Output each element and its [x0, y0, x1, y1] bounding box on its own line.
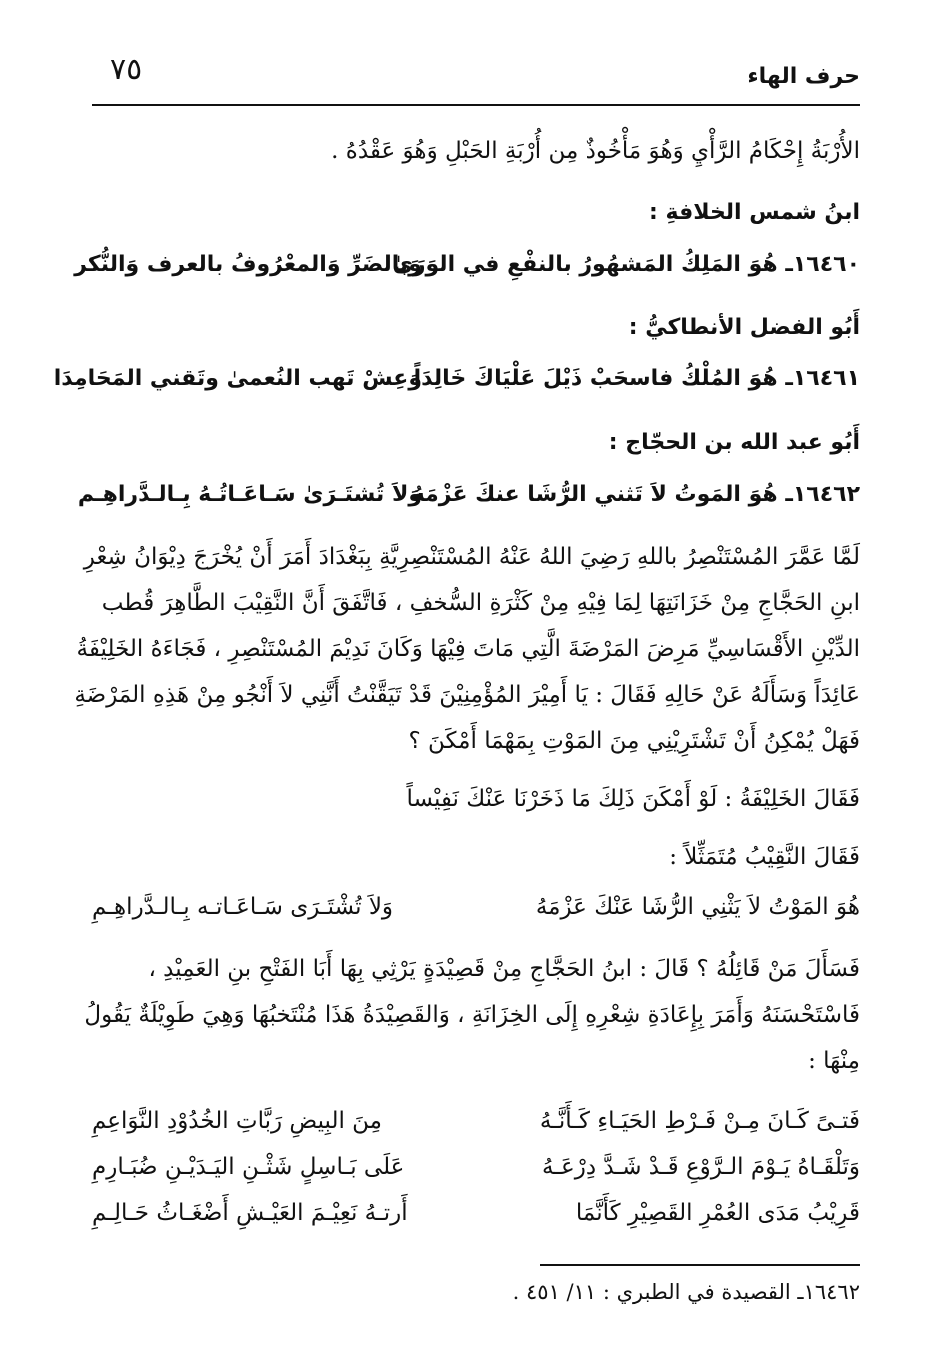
- paragraph-line: ابنِ الحَجَّاجِ مِنْ خَزَانَتِهَا لِمَا فِيْهِ مِنْ كَثْرَةِ السُّخفِ ، فَاتَّفَقَ أَنَّ النَّقِيْبَ الطَّاهِرَ قُطب: [101, 590, 860, 616]
- verse-first-hemistich: قَرِيْبُ مَدَى العُمْرِ القَصِيْرِ كَأَنَّمَا: [575, 1200, 860, 1226]
- paragraph-line: فَاسْتَحْسَنَهُ وَأَمَرَ بِإِعَادَةِ شِعْرِهِ إِلَى الخِزَانَةِ ، وَالقَصِيْدَةُ هَذَا مُنْتَخبُهَا وَهِيَ طَوِيْلَةٌ يَقُولُ: [84, 1002, 860, 1028]
- verse-first-hemistich: ١٦٤٦١ـ هُوَ المُلْكُ فاسحَبْ ذَيْلَ عَلْيَاكَ خَالِدَاً: [413, 366, 860, 391]
- verse-second-hemistich: وَلاَ تُشْتَـرَى سَـاعَـاتـه بِـالـدَّراهِـمِ: [92, 894, 394, 920]
- footnote: ١٦٤٦٢ـ القصيدة في الطبري : ١١/ ٤٥١ .: [512, 1280, 860, 1304]
- caliph-reply: فَقَالَ الخَلِيْفَةُ : لَوْ أَمْكَنَ ذَلِكَ مَا ذَخَرْنَا عَنْكَ نَفِيْساً: [406, 786, 860, 812]
- verse-second-hemistich: مِنَ البِيضِ رَبَّاتِ الخُدُوْدِ النَّوَاعِمِ: [92, 1108, 383, 1134]
- poet-name: أَبُو الفضل الأنطاكيُّ :: [628, 315, 860, 340]
- paragraph-line: فَسَأَلَ مَنْ قَائِلُهُ ؟ قَالَ : ابنُ الحَجَّاجِ مِنْ قَصِيْدَةٍ يَرْثِي بِهَا أَبَا الفَتْحِ بنِ العَمِيْدِ ،: [148, 956, 860, 982]
- verse-first-hemistich: وَتَلْقَـاهُ يَـوْمَ الـرَّوْعِ قَـدْ شَـدَّ دِرْعَـهُ: [541, 1154, 860, 1180]
- verse: [77, 482, 860, 522]
- verse-second-hemistich: عَلَى بَـاسِلٍ شَثْـنِ اليَـدَيْـنِ ضُبَـارِمِ: [92, 1154, 405, 1180]
- poem-verse: [92, 1200, 860, 1240]
- footnote-rule: [540, 1264, 860, 1266]
- paragraph-line: الدِّيْنِ الأَقْسَاسِيِّ مَرِضَ المَرْضَةَ الَّتِي مَاتَ فِيْهَا وَكَانَ نَدِيْمَ المُسْتَنْصِرِ ، فَجَاءَهُ الخَلِيْفَةُ: [76, 636, 860, 662]
- poet-name: ابنُ شمس الخلافةِ :: [649, 200, 860, 225]
- verse-second-hemistich: أَرتـهُ نَعِيْـمَ العَيْـشِ أَضْغَـاثُ حَـالِـمِ: [92, 1200, 408, 1226]
- poet-name: أَبُو عبد الله بن الحجّاج :: [608, 430, 860, 455]
- verse-first-hemistich: فَتـىً كَـانَ مِـنْ فَـرْطِ الحَيَـاءِ كَـأَنَّـهُ: [539, 1108, 860, 1134]
- poem-verse: [92, 1108, 860, 1148]
- verse-first-hemistich: ١٦٤٦٠ـ هُوَ المَلِكُ المَشهُورُ بالنفْعِ في الوَرَىٰ: [392, 252, 860, 277]
- naqib-intro: فَقَالَ النَّقِيْبُ مُتَمَثِّلاً :: [669, 844, 860, 870]
- verse-second-hemistich: وَعِشْ تَهب النُعمىٰ وتَقني المَحَامِدَا: [53, 366, 422, 391]
- paragraph-line: فَهَلْ يُمْكِنُ أَنْ تَشْتَرِيْنِي مِنَ المَوْتِ بِمَهْمَا أَمْكَنَ ؟: [408, 728, 860, 754]
- intro-line: الأُرْبَةُ إِحْكَامُ الرَّأْيِ وَهُوَ مَأْخُوذٌ مِن أُرْبَةِ الحَبْلِ وَهُوَ عَقْدُهُ .: [331, 138, 860, 164]
- verse: [74, 252, 860, 292]
- paragraph-line: لَمَّا عَمَّرَ المُسْتَنْصِرُ باللهِ رَضِيَ اللهُ عَنْهُ المُسْتَنْصِرِيَّةِ بِبَغْدَادَ أَمَرَ أَنْ يُخْرَجَ دِيْوَانُ شِعْرِ: [83, 544, 860, 570]
- verse: [53, 366, 860, 406]
- paragraph-line: عَائِدَاً وَسَأَلَهُ عَنْ حَالِهِ فَقَالَ : يَا أَمِيْرَ المُؤْمِنِيْنَ قَدْ تَيَقَّنْتُ أَنَّنِي لاَ أَنْجُو مِنْ هَذِهِ المَرْضَةِ: [74, 682, 860, 708]
- poem-verse: [92, 1154, 860, 1194]
- verse-second-hemistich: وَلاَ تُشتَـرَىٰ سَـاعَـاتُـهُ بِـالـدَّراهِـم: [77, 482, 422, 507]
- verse-first-hemistich: هُوَ المَوْتُ لاَ يَثْنِي الرُّشَا عَنْكَ عَزْمَهُ: [535, 894, 860, 920]
- verse-first-hemistich: ١٦٤٦٢ـ هُوَ المَوتُ لاَ تَثني الرُّشَا عنكَ عَزْمَهُ: [411, 482, 860, 507]
- page-number: ٧٥: [110, 52, 143, 87]
- verse: [92, 894, 860, 934]
- paragraph-line: مِنْهَا :: [808, 1048, 860, 1074]
- verse-second-hemistich: وَبالضَرِّ وَالمعْرُوفُ بالعرف وَالنُّكر: [74, 252, 422, 277]
- header-rule: [92, 104, 860, 106]
- chapter-header: حرف الهاء: [747, 64, 860, 89]
